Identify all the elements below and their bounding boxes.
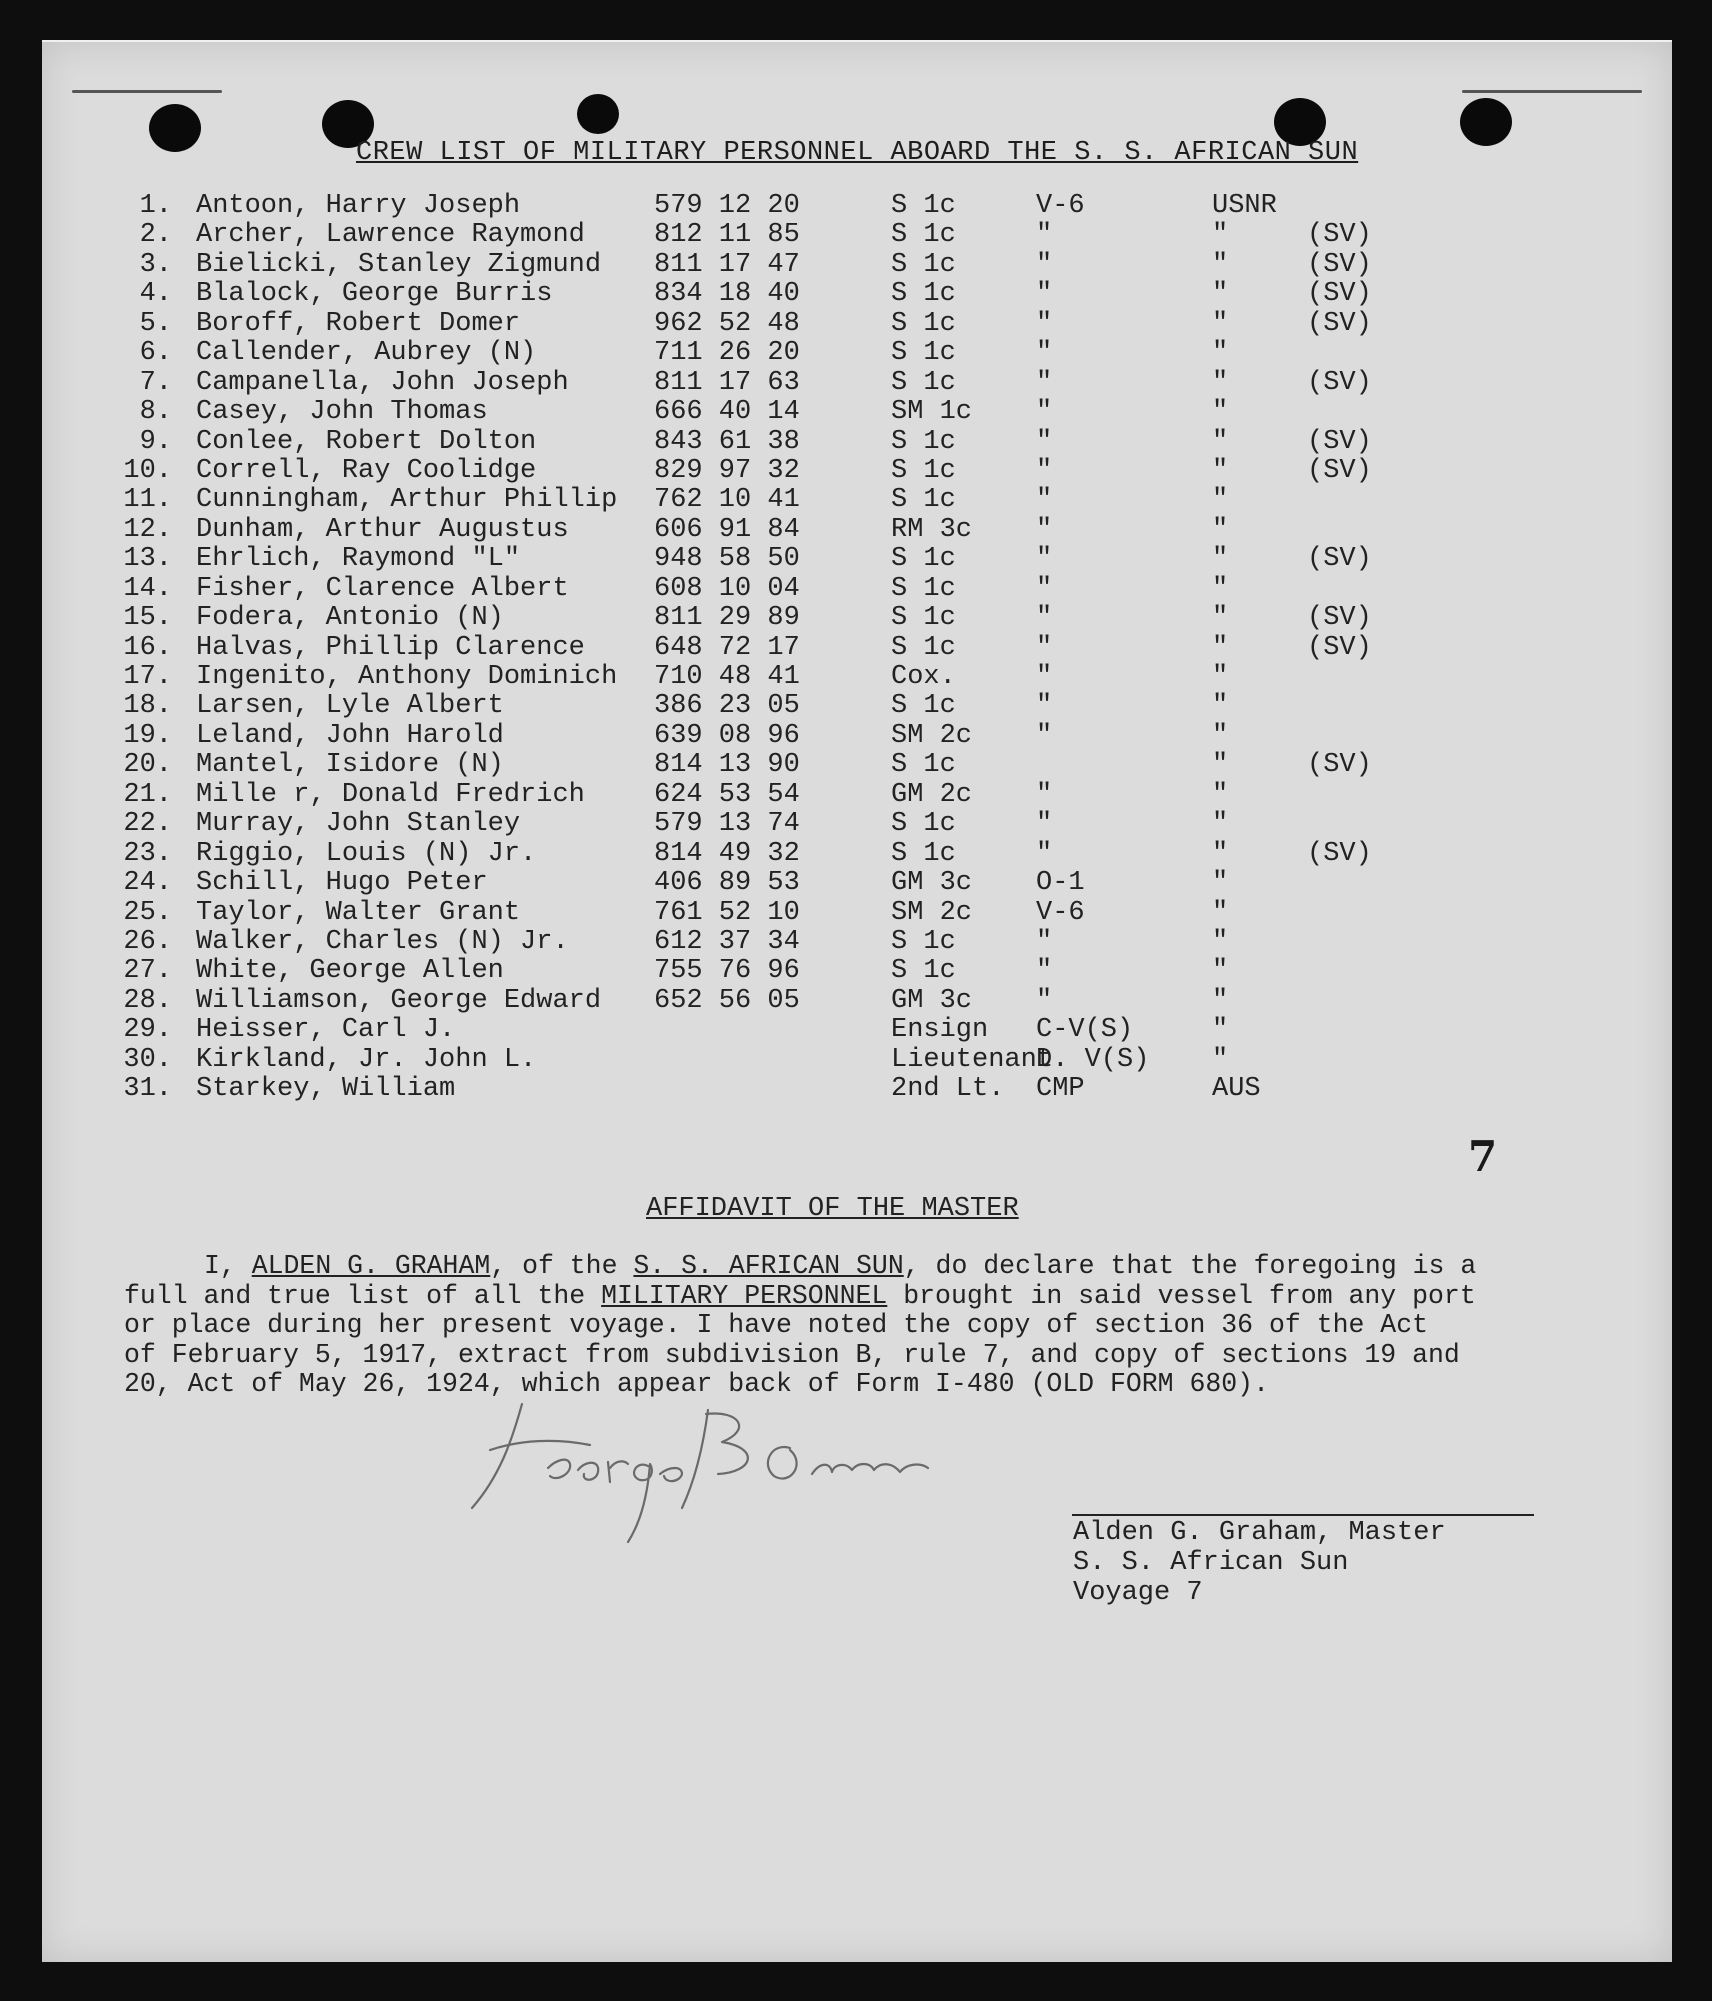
classification: " — [1036, 956, 1053, 987]
rating: S 1c — [891, 573, 956, 604]
row-number: 8. — [139, 397, 172, 428]
classification: " — [1036, 308, 1053, 339]
rating: S 1c — [891, 367, 956, 398]
row-number: 20. — [123, 750, 172, 781]
row-number: 27. — [123, 956, 172, 987]
row-number: 5. — [139, 308, 172, 339]
service-number: 811 17 47 — [654, 249, 800, 280]
rating: S 1c — [891, 750, 956, 781]
row-number: 25. — [123, 897, 172, 928]
classification: " — [1036, 662, 1053, 692]
text: , of the — [490, 1251, 634, 1281]
crew-name: Fodera, Antonio (N) — [196, 603, 504, 634]
row-number: 9. — [139, 426, 172, 457]
row-number: 21. — [123, 779, 172, 810]
service-number: 711 26 20 — [654, 338, 800, 369]
classification: " — [1036, 809, 1053, 840]
classification: " — [1036, 720, 1053, 751]
crew-name: Kirkland, Jr. John L. — [196, 1044, 537, 1075]
sv-mark: (SV) — [1307, 632, 1372, 663]
crew-name: Mantel, Isidore (N) — [196, 750, 504, 781]
classification: O-1 — [1036, 868, 1085, 899]
crew-name: Boroff, Robert Domer — [196, 308, 521, 339]
rating: S 1c — [891, 279, 956, 310]
classification: " — [1036, 544, 1053, 575]
row-number: 10. — [123, 455, 172, 486]
service-number: 652 56 05 — [654, 985, 800, 1016]
classification: " — [1036, 779, 1053, 810]
scan-mark — [1462, 90, 1642, 93]
crew-name: Schill, Hugo Peter — [196, 868, 488, 899]
crew-name: Casey, John Thomas — [196, 397, 488, 428]
crew-name: Blalock, George Burris — [196, 279, 553, 310]
branch: " — [1212, 279, 1229, 310]
service-number: 579 12 20 — [654, 191, 800, 221]
rating: S 1c — [891, 691, 956, 722]
punch-hole — [149, 104, 201, 152]
scan-mark — [72, 90, 222, 93]
classification: " — [1036, 249, 1053, 280]
sv-mark: (SV) — [1307, 838, 1372, 869]
row-number: 13. — [123, 544, 172, 575]
branch: " — [1212, 868, 1229, 899]
service-number: 962 52 48 — [654, 308, 800, 339]
crew-name: Dunham, Arthur Augustus — [196, 514, 569, 545]
row-number: 1. — [139, 191, 172, 221]
service-number: 606 91 84 — [654, 514, 800, 545]
classification: " — [1036, 338, 1053, 369]
row-number: 17. — [123, 662, 172, 692]
rating: S 1c — [891, 308, 956, 339]
text: , do declare that the foregoing is a — [903, 1251, 1477, 1281]
row-number: 28. — [123, 985, 172, 1016]
branch: " — [1212, 338, 1229, 369]
rating: S 1c — [891, 338, 956, 369]
row-number: 4. — [139, 279, 172, 310]
classification: " — [1036, 926, 1053, 957]
service-number: 812 11 85 — [654, 220, 800, 251]
classification: " — [1036, 426, 1053, 457]
rating: GM 3c — [891, 985, 973, 1016]
crew-name: Ingenito, Anthony Dominich — [196, 662, 618, 692]
crew-name: Heisser, Carl J. — [196, 1015, 456, 1046]
crew-name: Fisher, Clarence Albert — [196, 573, 569, 604]
service-number: 843 61 38 — [654, 426, 800, 457]
sv-mark: (SV) — [1307, 455, 1372, 486]
service-number: 829 97 32 — [654, 455, 800, 486]
signature-line — [1072, 1514, 1534, 1516]
service-number: 666 40 14 — [654, 397, 800, 428]
row-number: 14. — [123, 573, 172, 604]
sv-mark: (SV) — [1307, 220, 1372, 251]
service-number: 948 58 50 — [654, 544, 800, 575]
rating: S 1c — [891, 455, 956, 486]
branch: " — [1212, 514, 1229, 545]
rating: Cox. — [891, 662, 956, 692]
service-number: 811 17 63 — [654, 367, 800, 398]
classification: " — [1036, 367, 1053, 398]
classification: V-6 — [1036, 897, 1085, 928]
row-number: 31. — [123, 1074, 172, 1105]
service-number: 612 37 34 — [654, 926, 800, 957]
sv-mark: (SV) — [1307, 249, 1372, 280]
row-number: 3. — [139, 249, 172, 280]
classification: " — [1036, 691, 1053, 722]
classification: D. V(S) — [1036, 1044, 1150, 1075]
rating: S 1c — [891, 220, 956, 251]
service-number: 762 10 41 — [654, 485, 800, 516]
classification: C-V(S) — [1036, 1015, 1134, 1046]
row-number: 26. — [123, 926, 172, 957]
branch: " — [1212, 956, 1229, 987]
classification: " — [1036, 220, 1053, 251]
branch: " — [1212, 691, 1229, 722]
crew-name: Riggio, Louis (N) Jr. — [196, 838, 537, 869]
crew-name: Murray, John Stanley — [196, 809, 521, 840]
punch-hole — [1460, 98, 1512, 146]
classification: " — [1036, 632, 1053, 663]
page-number: 7 — [1468, 1132, 1498, 1181]
branch: " — [1212, 544, 1229, 575]
rating: S 1c — [891, 926, 956, 957]
branch: " — [1212, 397, 1229, 428]
branch: " — [1212, 632, 1229, 663]
branch: " — [1212, 838, 1229, 869]
sv-mark: (SV) — [1307, 426, 1372, 457]
branch: " — [1212, 573, 1229, 604]
service-number: 814 13 90 — [654, 750, 800, 781]
row-number: 30. — [123, 1044, 172, 1075]
crew-name: Taylor, Walter Grant — [196, 897, 521, 928]
sv-mark: (SV) — [1307, 544, 1372, 575]
branch: " — [1212, 662, 1229, 692]
text: full and true list of all the — [124, 1280, 602, 1311]
crew-name: Campanella, John Joseph — [196, 367, 569, 398]
branch: " — [1212, 485, 1229, 516]
service-number: 386 23 05 — [654, 691, 800, 722]
rating: S 1c — [891, 838, 956, 869]
row-number: 19. — [123, 720, 172, 751]
classification: " — [1036, 485, 1053, 516]
master-name: ALDEN G. GRAHAM — [251, 1251, 491, 1281]
classification: V-6 — [1036, 191, 1085, 221]
text: I, — [204, 1251, 252, 1281]
affidavit-line: or place during her present voyage. I have noted the copy of section 36 of the Act — [124, 1310, 1429, 1340]
sv-mark: (SV) — [1307, 279, 1372, 310]
branch: " — [1212, 809, 1229, 840]
service-number: 834 18 40 — [654, 279, 800, 310]
sv-mark: (SV) — [1307, 750, 1372, 781]
row-number: 22. — [123, 809, 172, 840]
classification: CMP — [1036, 1074, 1085, 1105]
rating: SM 1c — [891, 397, 973, 428]
sv-mark: (SV) — [1307, 367, 1372, 398]
crew-name: Conlee, Robert Dolton — [196, 426, 537, 457]
row-number: 11. — [123, 485, 172, 516]
classification: " — [1036, 455, 1053, 486]
rating: S 1c — [891, 632, 956, 663]
handwritten-signature — [460, 1390, 980, 1550]
branch: " — [1212, 455, 1229, 486]
service-number: 608 10 04 — [654, 573, 800, 604]
branch: " — [1212, 1044, 1229, 1075]
sv-mark: (SV) — [1307, 308, 1372, 339]
row-number: 7. — [139, 367, 172, 398]
rating: S 1c — [891, 603, 956, 634]
rating: SM 2c — [891, 897, 973, 928]
branch: USNR — [1212, 191, 1277, 221]
row-number: 12. — [123, 514, 172, 545]
crew-name: Bielicki, Stanley Zigmund — [196, 249, 602, 280]
row-number: 29. — [123, 1015, 172, 1046]
crew-name: Mille r, Donald Fredrich — [196, 779, 585, 810]
row-number: 24. — [123, 868, 172, 899]
classification: " — [1036, 397, 1053, 428]
rating: S 1c — [891, 426, 956, 457]
affidavit-line — [124, 1282, 1484, 1312]
service-number: 579 13 74 — [654, 809, 800, 840]
rating: S 1c — [891, 544, 956, 575]
signer-vessel: S. S. African Sun — [1073, 1548, 1349, 1578]
row-number: 6. — [139, 338, 172, 369]
vessel-name: S. S. AFRICAN SUN — [633, 1251, 904, 1281]
affidavit-text — [124, 1252, 1484, 1400]
affidavit-title: AFFIDAVIT OF THE MASTER — [646, 1194, 1019, 1224]
crew-name: Cunningham, Arthur Phillip — [196, 485, 618, 516]
crew-name: Archer, Lawrence Raymond — [196, 220, 585, 251]
service-number: 811 29 89 — [654, 603, 800, 634]
branch: AUS — [1212, 1074, 1261, 1105]
rating: S 1c — [891, 485, 956, 516]
row-number: 18. — [123, 691, 172, 722]
crew-name: Antoon, Harry Joseph — [196, 191, 521, 221]
affidavit-line — [124, 1252, 1484, 1282]
classification: " — [1036, 279, 1053, 310]
rating: Lieutenant — [891, 1044, 1054, 1075]
crew-name: Williamson, George Edward — [196, 985, 602, 1016]
branch: " — [1212, 249, 1229, 280]
rating: S 1c — [891, 249, 956, 280]
service-number: 814 49 32 — [654, 838, 800, 869]
rating: 2nd Lt. — [891, 1074, 1005, 1105]
affidavit-line: of February 5, 1917, extract from subdivision B, rule 7, and copy of sections 19 and — [124, 1339, 1460, 1370]
rating: Ensign — [891, 1015, 989, 1046]
signer-name: Alden G. Graham, Master — [1073, 1518, 1446, 1548]
rating: GM 2c — [891, 779, 973, 810]
crew-name: Correll, Ray Coolidge — [196, 455, 537, 486]
branch: " — [1212, 308, 1229, 339]
row-number: 16. — [123, 632, 172, 663]
service-number: 755 76 96 — [654, 956, 800, 987]
crew-name: Walker, Charles (N) Jr. — [196, 926, 569, 957]
branch: " — [1212, 926, 1229, 957]
service-number: 406 89 53 — [654, 868, 800, 899]
branch: " — [1212, 367, 1229, 398]
crew-name: Leland, John Harold — [196, 720, 504, 751]
crew-name: Starkey, William — [196, 1074, 456, 1105]
affidavit-line: 20, Act of May 26, 1924, which appear back of Form I-480 (OLD FORM 680). — [124, 1369, 1269, 1399]
branch: " — [1212, 985, 1229, 1016]
service-number: 761 52 10 — [654, 897, 800, 928]
rating: S 1c — [891, 809, 956, 840]
crew-name: Larsen, Lyle Albert — [196, 691, 504, 722]
text: brought in said vessel from any port — [887, 1280, 1476, 1311]
crew-name: Halvas, Phillip Clarence — [196, 632, 585, 663]
service-number: 639 08 96 — [654, 720, 800, 751]
branch: " — [1212, 603, 1229, 634]
sv-mark: (SV) — [1307, 603, 1372, 634]
branch: " — [1212, 779, 1229, 810]
classification: " — [1036, 573, 1053, 604]
service-number: 624 53 54 — [654, 779, 800, 810]
page-title: CREW LIST OF MILITARY PERSONNEL ABOARD THE S. S. AFRICAN SUN — [356, 138, 1359, 168]
crew-name: White, George Allen — [196, 956, 504, 987]
classification: " — [1036, 985, 1053, 1016]
signature-block — [1073, 1518, 1446, 1608]
branch: " — [1212, 720, 1229, 751]
row-number: 15. — [123, 603, 172, 634]
rating: GM 3c — [891, 868, 973, 899]
punch-hole — [577, 94, 619, 134]
military-personnel-label: MILITARY PERSONNEL — [601, 1280, 888, 1311]
service-number: 710 48 41 — [654, 662, 800, 692]
rating: S 1c — [891, 191, 956, 221]
service-number: 648 72 17 — [654, 632, 800, 663]
crew-name: Callender, Aubrey (N) — [196, 338, 537, 369]
branch: " — [1212, 750, 1229, 781]
signer-voyage: Voyage 7 — [1073, 1578, 1203, 1608]
rating: S 1c — [891, 956, 956, 987]
rating: SM 2c — [891, 720, 973, 751]
branch: " — [1212, 426, 1229, 457]
branch: " — [1212, 1015, 1229, 1046]
row-number: 2. — [139, 220, 172, 251]
rating: RM 3c — [891, 514, 973, 545]
classification: " — [1036, 603, 1053, 634]
crew-name: Ehrlich, Raymond "L" — [196, 544, 521, 575]
branch: " — [1212, 220, 1229, 251]
classification: " — [1036, 838, 1053, 869]
classification: " — [1036, 514, 1053, 545]
branch: " — [1212, 897, 1229, 928]
row-number: 23. — [123, 838, 172, 869]
